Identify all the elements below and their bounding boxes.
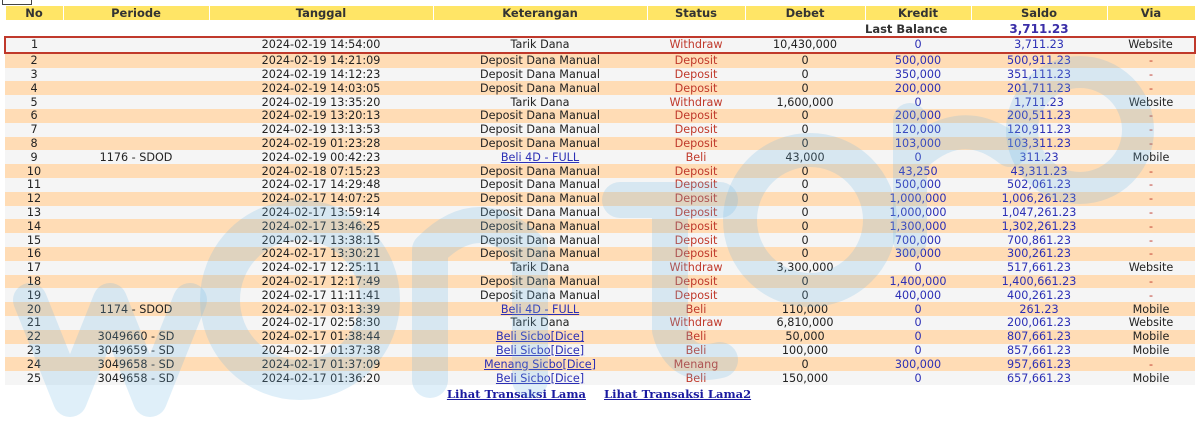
cell-no: 24	[5, 357, 63, 371]
cell-no: 12	[5, 192, 63, 206]
cell-status: Deposit	[647, 123, 745, 137]
cell-periode	[63, 178, 209, 192]
cell-debet: 0	[745, 137, 865, 151]
cell-kredit: 103,000	[865, 137, 971, 151]
cell-saldo: 807,661.23	[971, 330, 1107, 344]
cell-tanggal: 2024-02-19 13:35:20	[209, 95, 433, 109]
cell-via: -	[1107, 137, 1195, 151]
cell-no: 23	[5, 344, 63, 358]
cell-via: -	[1107, 233, 1195, 247]
cell-via: -	[1107, 109, 1195, 123]
cell-saldo: 857,661.23	[971, 344, 1107, 358]
cell-status: Deposit	[647, 275, 745, 289]
cell-keterangan: Deposit Dana Manual	[433, 178, 647, 192]
cell-no: 18	[5, 275, 63, 289]
cell-debet: 0	[745, 219, 865, 233]
cell-periode	[63, 206, 209, 220]
cell-saldo: 1,006,261.23	[971, 192, 1107, 206]
cell-status: Withdraw	[647, 261, 745, 275]
old-transactions-link[interactable]: Lihat Transaksi Lama	[446, 386, 586, 401]
cell-tanggal: 2024-02-17 14:29:48	[209, 178, 433, 192]
cell-keterangan: Tarik Dana	[433, 95, 647, 109]
column-header-kredit: Kredit	[865, 6, 971, 21]
table-row	[5, 357, 1195, 371]
cell-via: -	[1107, 288, 1195, 302]
cell-tanggal: 2024-02-19 14:54:00	[209, 37, 433, 53]
cell-via: -	[1107, 275, 1195, 289]
cell-debet: 0	[745, 81, 865, 95]
cell-saldo: 400,261.23	[971, 288, 1107, 302]
cell-debet: 0	[745, 53, 865, 68]
cell-periode	[63, 275, 209, 289]
cell-no: 6	[5, 109, 63, 123]
cell-via: Website	[1107, 95, 1195, 109]
cell-no: 9	[5, 150, 63, 164]
table-row	[5, 344, 1195, 358]
cell-via: Mobile	[1107, 371, 1195, 385]
cell-saldo: 957,661.23	[971, 357, 1107, 371]
cell-periode: 3049658 - SD	[63, 371, 209, 385]
cell-debet: 0	[745, 178, 865, 192]
cell-debet: 3,300,000	[745, 261, 865, 275]
cell-keterangan: Deposit Dana Manual	[433, 68, 647, 82]
cell-debet: 0	[745, 247, 865, 261]
cell-no: 21	[5, 316, 63, 330]
cell-tanggal: 2024-02-17 11:11:41	[209, 288, 433, 302]
cell-via: -	[1107, 192, 1195, 206]
transaction-detail-link[interactable]: Beli Sicbo[Dice]	[495, 371, 585, 385]
cell-tanggal: 2024-02-19 14:21:09	[209, 53, 433, 68]
last-balance-row	[5, 21, 1195, 38]
cell-kredit: 0	[865, 316, 971, 330]
cell-debet: 1,600,000	[745, 95, 865, 109]
cell-no: 22	[5, 330, 63, 344]
cell-saldo: 300,261.23	[971, 247, 1107, 261]
last-balance-label: Last Balance	[865, 21, 971, 38]
cell-via: Website	[1107, 37, 1195, 53]
cell-via: Mobile	[1107, 344, 1195, 358]
cell-status: Deposit	[647, 81, 745, 95]
table-row	[5, 261, 1195, 275]
cell-via: -	[1107, 219, 1195, 233]
cell-keterangan: Deposit Dana Manual	[433, 275, 647, 289]
cell-periode	[63, 261, 209, 275]
cell-via: -	[1107, 123, 1195, 137]
cell-periode	[63, 123, 209, 137]
cell-no: 5	[5, 95, 63, 109]
cell-no: 11	[5, 178, 63, 192]
cell-kredit: 1,400,000	[865, 275, 971, 289]
cell-status: Deposit	[647, 164, 745, 178]
cell-tanggal: 2024-02-17 12:17:49	[209, 275, 433, 289]
cell-periode	[63, 68, 209, 82]
cell-no: 3	[5, 68, 63, 82]
cell-keterangan: Deposit Dana Manual	[433, 137, 647, 151]
cell-kredit: 0	[865, 344, 971, 358]
cell-no: 7	[5, 123, 63, 137]
cell-tanggal: 2024-02-17 14:07:25	[209, 192, 433, 206]
cell-status: Beli	[647, 150, 745, 164]
column-header-tanggal: Tanggal	[209, 6, 433, 21]
cell-keterangan: Deposit Dana Manual	[433, 81, 647, 95]
cell-saldo: 200,061.23	[971, 316, 1107, 330]
cell-periode	[63, 137, 209, 151]
cell-tanggal: 2024-02-17 13:38:15	[209, 233, 433, 247]
column-header-debet: Debet	[745, 6, 865, 21]
cell-debet: 10,430,000	[745, 37, 865, 53]
transaction-history	[4, 5, 1194, 401]
table-row	[5, 81, 1195, 95]
table-row	[5, 233, 1195, 247]
cell-kredit: 0	[865, 95, 971, 109]
cell-periode	[63, 95, 209, 109]
cell-debet: 0	[745, 68, 865, 82]
column-header-saldo: Saldo	[971, 6, 1107, 21]
cell-debet: 150,000	[745, 371, 865, 385]
cell-kredit: 43,250	[865, 164, 971, 178]
cell-keterangan	[433, 357, 647, 371]
cell-periode	[63, 316, 209, 330]
cell-status: Beli	[647, 371, 745, 385]
table-header-row	[5, 6, 1195, 21]
cell-status: Deposit	[647, 68, 745, 82]
transaction-detail-link[interactable]: Beli 4D - FULL	[500, 302, 580, 316]
last-balance-value: 3,711.23	[971, 21, 1107, 38]
cell-kredit: 200,000	[865, 81, 971, 95]
cell-tanggal: 2024-02-19 00:42:23	[209, 150, 433, 164]
cell-periode	[63, 288, 209, 302]
cell-saldo: 1,711.23	[971, 95, 1107, 109]
cell-no: 25	[5, 371, 63, 385]
cell-kredit: 350,000	[865, 68, 971, 82]
cell-no: 1	[5, 37, 63, 53]
cell-keterangan: Deposit Dana Manual	[433, 247, 647, 261]
cell-keterangan	[433, 344, 647, 358]
column-header-periode: Periode	[63, 6, 209, 21]
cell-saldo: 1,302,261.23	[971, 219, 1107, 233]
table-row	[5, 137, 1195, 151]
cell-keterangan: Deposit Dana Manual	[433, 123, 647, 137]
cell-tanggal: 2024-02-17 01:38:44	[209, 330, 433, 344]
cell-kredit: 0	[865, 302, 971, 316]
table-row	[5, 192, 1195, 206]
cell-via: Website	[1107, 316, 1195, 330]
cell-saldo: 351,111.23	[971, 68, 1107, 82]
cell-periode	[63, 192, 209, 206]
cell-debet: 0	[745, 123, 865, 137]
cell-via: -	[1107, 247, 1195, 261]
cell-debet: 0	[745, 233, 865, 247]
cell-periode	[63, 81, 209, 95]
cell-debet: 50,000	[745, 330, 865, 344]
table-row	[5, 37, 1195, 53]
table-row	[5, 178, 1195, 192]
cell-saldo: 657,661.23	[971, 371, 1107, 385]
cell-tanggal: 2024-02-19 13:13:53	[209, 123, 433, 137]
cell-via: Website	[1107, 261, 1195, 275]
cell-no: 20	[5, 302, 63, 316]
cell-no: 10	[5, 164, 63, 178]
cell-tanggal: 2024-02-17 13:46:25	[209, 219, 433, 233]
cell-kredit: 0	[865, 261, 971, 275]
cell-periode	[63, 219, 209, 233]
cell-periode: 1174 - SDOD	[63, 302, 209, 316]
cell-status: Deposit	[647, 233, 745, 247]
cell-status: Deposit	[647, 219, 745, 233]
cell-saldo: 201,711.23	[971, 81, 1107, 95]
transaction-detail-link[interactable]: Beli 4D - FULL	[500, 150, 580, 164]
cell-via: -	[1107, 357, 1195, 371]
cell-periode: 3049659 - SD	[63, 344, 209, 358]
table-row	[5, 53, 1195, 68]
cell-via: Mobile	[1107, 302, 1195, 316]
table-row	[5, 275, 1195, 289]
cell-no: 8	[5, 137, 63, 151]
cell-keterangan: Deposit Dana Manual	[433, 233, 647, 247]
cell-keterangan	[433, 150, 647, 164]
cell-kredit: 0	[865, 37, 971, 53]
table-row	[5, 302, 1195, 316]
cell-no: 17	[5, 261, 63, 275]
cell-periode	[63, 37, 209, 53]
cell-status: Deposit	[647, 192, 745, 206]
cell-keterangan: Deposit Dana Manual	[433, 192, 647, 206]
cell-via: -	[1107, 53, 1195, 68]
cell-status: Deposit	[647, 137, 745, 151]
cell-debet: 0	[745, 192, 865, 206]
cell-debet: 6,810,000	[745, 316, 865, 330]
transaction-detail-link[interactable]: Beli Sicbo[Dice]	[495, 343, 585, 357]
cell-kredit: 300,000	[865, 247, 971, 261]
cell-saldo: 502,061.23	[971, 178, 1107, 192]
cell-tanggal: 2024-02-17 01:37:09	[209, 357, 433, 371]
cell-saldo: 500,911.23	[971, 53, 1107, 68]
cell-keterangan: Deposit Dana Manual	[433, 109, 647, 123]
cell-via: Mobile	[1107, 330, 1195, 344]
table-row	[5, 219, 1195, 233]
cell-saldo: 700,861.23	[971, 233, 1107, 247]
cell-periode	[63, 164, 209, 178]
cell-keterangan: Deposit Dana Manual	[433, 53, 647, 68]
cell-no: 4	[5, 81, 63, 95]
cell-keterangan	[433, 371, 647, 385]
table-row	[5, 150, 1195, 164]
cell-keterangan: Tarik Dana	[433, 261, 647, 275]
cell-saldo: 43,311.23	[971, 164, 1107, 178]
cell-no: 14	[5, 219, 63, 233]
cell-periode	[63, 53, 209, 68]
cell-tanggal: 2024-02-17 01:36:20	[209, 371, 433, 385]
column-header-status: Status	[647, 6, 745, 21]
cell-kredit: 400,000	[865, 288, 971, 302]
cell-debet: 43,000	[745, 150, 865, 164]
cell-kredit: 120,000	[865, 123, 971, 137]
cell-tanggal: 2024-02-17 01:37:38	[209, 344, 433, 358]
cell-tanggal: 2024-02-19 14:12:23	[209, 68, 433, 82]
table-row	[5, 109, 1195, 123]
cell-debet: 0	[745, 206, 865, 220]
cell-no: 13	[5, 206, 63, 220]
cell-status: Withdraw	[647, 37, 745, 53]
table-row	[5, 247, 1195, 261]
cell-tanggal: 2024-02-19 13:20:13	[209, 109, 433, 123]
cell-debet: 0	[745, 288, 865, 302]
cell-kredit: 1,000,000	[865, 206, 971, 220]
cell-tanggal: 2024-02-17 13:59:14	[209, 206, 433, 220]
cell-saldo: 1,047,261.23	[971, 206, 1107, 220]
cell-status: Deposit	[647, 109, 745, 123]
table-row	[5, 164, 1195, 178]
column-header-via: Via	[1107, 6, 1195, 21]
cell-debet: 0	[745, 164, 865, 178]
old-transactions-2-link[interactable]: Lihat Transaksi Lama2	[604, 386, 752, 401]
cell-debet: 0	[745, 109, 865, 123]
cell-status: Beli	[647, 302, 745, 316]
table-row	[5, 316, 1195, 330]
cell-via: -	[1107, 164, 1195, 178]
cell-status: Beli	[647, 344, 745, 358]
cell-tanggal: 2024-02-19 14:03:05	[209, 81, 433, 95]
cell-no: 16	[5, 247, 63, 261]
table-row	[5, 288, 1195, 302]
cell-periode	[63, 247, 209, 261]
table-row	[5, 206, 1195, 220]
cell-status: Withdraw	[647, 316, 745, 330]
cell-periode: 1176 - SDOD	[63, 150, 209, 164]
cell-status: Deposit	[647, 206, 745, 220]
cell-saldo: 103,311.23	[971, 137, 1107, 151]
cell-via: -	[1107, 178, 1195, 192]
cell-tanggal: 2024-02-17 12:25:11	[209, 261, 433, 275]
cell-status: Deposit	[647, 247, 745, 261]
cell-keterangan: Deposit Dana Manual	[433, 219, 647, 233]
cell-periode: 3049660 - SD	[63, 330, 209, 344]
transaction-detail-link[interactable]: Beli Sicbo[Dice]	[495, 330, 585, 344]
cell-kredit: 1,300,000	[865, 219, 971, 233]
cell-keterangan: Deposit Dana Manual	[433, 206, 647, 220]
cell-periode	[63, 109, 209, 123]
cell-keterangan	[433, 330, 647, 344]
cell-tanggal: 2024-02-17 02:58:30	[209, 316, 433, 330]
cell-no: 19	[5, 288, 63, 302]
cell-debet: 0	[745, 275, 865, 289]
cell-debet: 110,000	[745, 302, 865, 316]
cell-no: 15	[5, 233, 63, 247]
cell-via: -	[1107, 68, 1195, 82]
table-row	[5, 371, 1195, 385]
cell-kredit: 300,000	[865, 357, 971, 371]
cell-kredit: 500,000	[865, 178, 971, 192]
cell-saldo: 120,911.23	[971, 123, 1107, 137]
cell-via: -	[1107, 206, 1195, 220]
table-row	[5, 95, 1195, 109]
transaction-table	[4, 5, 1196, 385]
cell-status: Beli	[647, 330, 745, 344]
cell-saldo: 1,400,661.23	[971, 275, 1107, 289]
cell-keterangan: Deposit Dana Manual	[433, 164, 647, 178]
cell-tanggal: 2024-02-18 07:15:23	[209, 164, 433, 178]
cell-status: Deposit	[647, 53, 745, 68]
cell-saldo: 517,661.23	[971, 261, 1107, 275]
cell-keterangan	[433, 302, 647, 316]
cell-periode: 3049658 - SD	[63, 357, 209, 371]
cell-via: Mobile	[1107, 150, 1195, 164]
cell-kredit: 200,000	[865, 109, 971, 123]
cell-saldo: 311.23	[971, 150, 1107, 164]
cell-keterangan: Deposit Dana Manual	[433, 288, 647, 302]
cell-keterangan: Tarik Dana	[433, 316, 647, 330]
cell-kredit: 1,000,000	[865, 192, 971, 206]
cell-status: Menang	[647, 357, 745, 371]
cell-tanggal: 2024-02-17 13:30:21	[209, 247, 433, 261]
transaction-detail-link[interactable]: Menang Sicbo[Dice]	[483, 357, 597, 371]
footer-links	[4, 387, 1194, 401]
cell-kredit: 0	[865, 371, 971, 385]
cell-debet: 0	[745, 357, 865, 371]
cell-periode	[63, 233, 209, 247]
cell-status: Withdraw	[647, 95, 745, 109]
cell-tanggal: 2024-02-17 03:13:39	[209, 302, 433, 316]
table-row	[5, 68, 1195, 82]
column-header-no: No	[5, 6, 63, 21]
table-row	[5, 330, 1195, 344]
cell-status: Deposit	[647, 288, 745, 302]
cell-saldo: 261.23	[971, 302, 1107, 316]
column-header-keterangan: Keterangan	[433, 6, 647, 21]
cell-kredit: 0	[865, 150, 971, 164]
table-row	[5, 123, 1195, 137]
cell-keterangan: Tarik Dana	[433, 37, 647, 53]
cell-tanggal: 2024-02-19 01:23:28	[209, 137, 433, 151]
cell-status: Deposit	[647, 178, 745, 192]
cell-kredit: 0	[865, 330, 971, 344]
cell-kredit: 500,000	[865, 53, 971, 68]
cell-debet: 100,000	[745, 344, 865, 358]
cell-via: -	[1107, 81, 1195, 95]
cell-no: 2	[5, 53, 63, 68]
cell-saldo: 3,711.23	[971, 37, 1107, 53]
cell-kredit: 700,000	[865, 233, 971, 247]
cell-saldo: 200,511.23	[971, 109, 1107, 123]
